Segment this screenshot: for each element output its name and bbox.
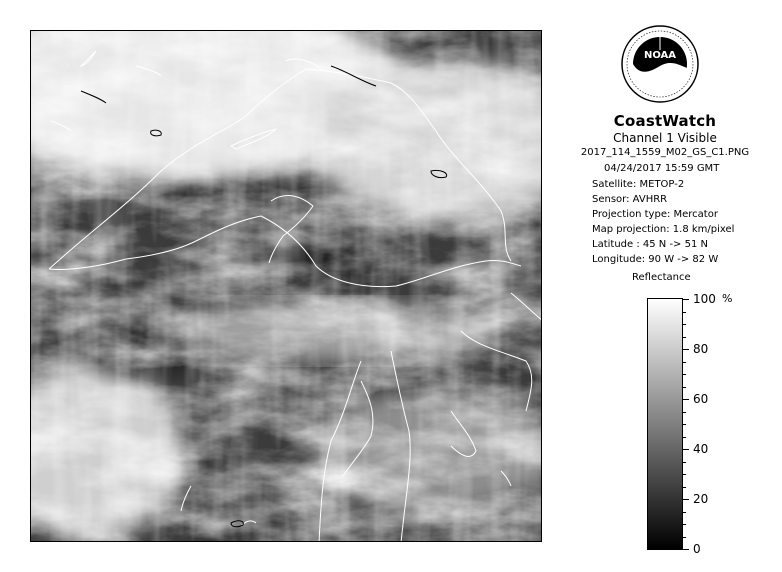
colorbar-minor-tick [683, 537, 686, 538]
colorbar-minor-tick [683, 524, 686, 525]
colorbar-minor-tick [683, 412, 686, 413]
colorbar-major-tick [683, 549, 689, 550]
colorbar-minor-tick [683, 362, 686, 363]
colorbar-tick-label: 20 [693, 492, 709, 506]
colorbar-minor-tick [683, 387, 686, 388]
colorbar-minor-tick [683, 487, 686, 488]
colorbar-minor-tick [683, 312, 686, 313]
meta-projection-type: Projection type: Mercator [592, 209, 718, 220]
colorbar-major-tick [683, 349, 689, 350]
colorbar-minor-tick [683, 462, 686, 463]
colorbar-tick-label: 100 [693, 292, 716, 306]
meta-longitude: Longitude: 90 W -> 82 W [592, 254, 719, 265]
colorbar-tick-label: 40 [693, 442, 709, 456]
colorbar-minor-tick [683, 374, 686, 375]
colorbar-tick-label: 60 [693, 392, 709, 406]
meta-satellite: Satellite: METOP-2 [592, 179, 685, 190]
colorbar-label: Reflectance [632, 272, 691, 283]
colorbar [647, 298, 683, 550]
image-filename: 2017_114_1559_M02_GS_C1.PNG [580, 147, 750, 158]
colorbar-axis [683, 292, 743, 556]
meta-sensor: Sensor: AVHRR [592, 194, 668, 205]
meta-map-projection: Map projection: 1.8 km/pixel [592, 224, 735, 235]
colorbar-major-tick [683, 399, 689, 400]
colorbar-minor-tick [683, 512, 686, 513]
colorbar-tick-label: 80 [693, 342, 709, 356]
colorbar-major-tick [683, 449, 689, 450]
colorbar-major-tick [683, 299, 689, 300]
channel-subtitle: Channel 1 Visible [613, 131, 717, 145]
app-title: CoastWatch [613, 112, 717, 130]
meta-latitude: Latitude : 45 N -> 51 N [592, 239, 708, 250]
colorbar-unit: % [722, 292, 733, 305]
meta-date-time: 04/24/2017 15:59 GMT [604, 163, 720, 174]
satellite-image [30, 30, 542, 542]
colorbar-major-tick [683, 499, 689, 500]
satellite-image-svg [31, 31, 542, 542]
colorbar-minor-tick [683, 424, 686, 425]
noaa-logo [620, 20, 700, 108]
colorbar-minor-tick [683, 324, 686, 325]
noaa-logo-text: NOAA [643, 50, 677, 61]
colorbar-minor-tick [683, 337, 686, 338]
colorbar-minor-tick [683, 474, 686, 475]
colorbar-tick-label: 0 [693, 542, 701, 556]
colorbar-minor-tick [683, 437, 686, 438]
